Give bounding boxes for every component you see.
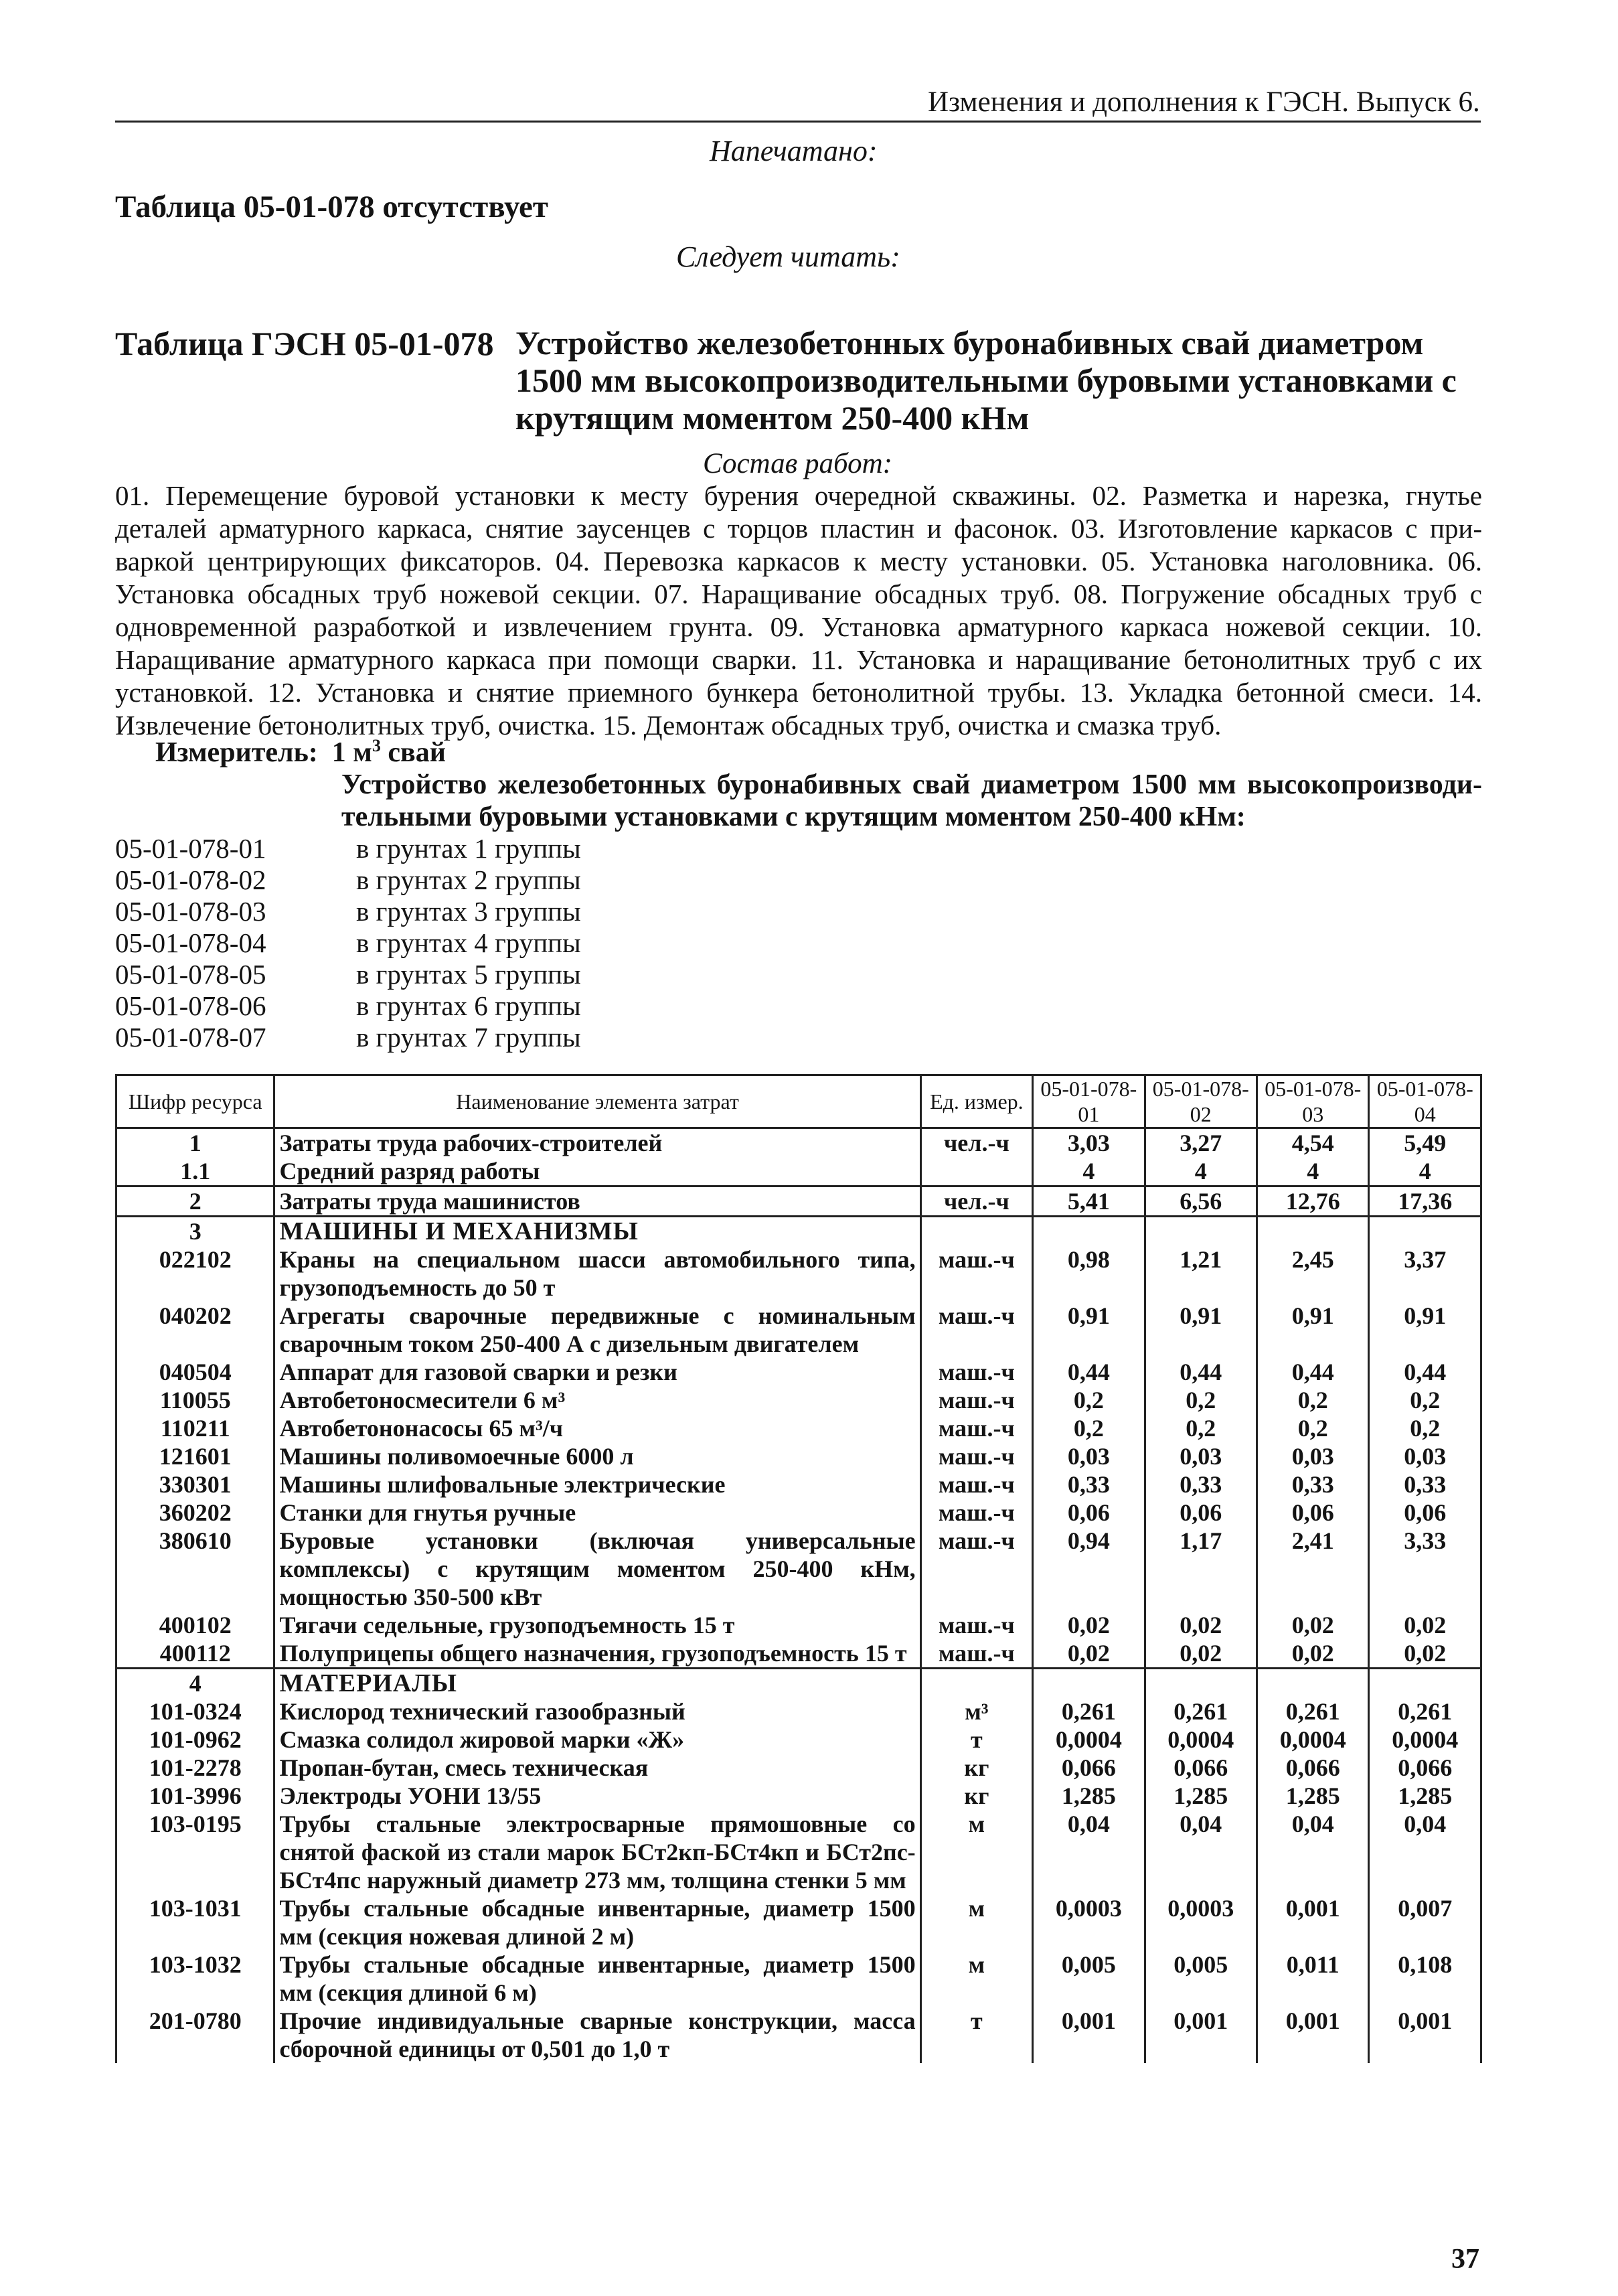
resource-name: Машины поливомоечные 6000 л [274,1442,920,1470]
table-row [116,1611,1481,1639]
table-title-prefix: Таблица ГЭСН 05-01-078 [115,325,494,362]
norm-value: 0,91 [1033,1302,1145,1358]
resource-code: 101-0324 [116,1697,274,1726]
norm-value: 0,007 [1369,1894,1481,1950]
table-row [116,1414,1481,1442]
norm-value: 0,001 [1145,2007,1257,2063]
table-title-line: Устройство железобетонных буронабивных свай диаметром [515,324,1424,362]
measure-unit: свай [388,737,446,768]
resource-unit: маш.-ч [920,1245,1032,1302]
norm-value: 5,49 [1369,1128,1481,1158]
table-row [116,2007,1481,2063]
norm-value: 0,33 [1145,1470,1257,1499]
resource-unit: чел.-ч [920,1128,1032,1158]
norm-code: 05-01-078-01 [115,833,266,864]
resource-code: 380610 [116,1527,274,1611]
work-composition-line: 01. Перемещение буровой установки к месту бурения очередной скважины. 02. Разметка и нарезка, гнутье [115,480,1482,511]
norm-value: 5,41 [1033,1187,1145,1217]
norm-value: 0,005 [1145,1950,1257,2007]
norm-value: 0,261 [1145,1697,1257,1726]
table-row [116,1358,1481,1386]
norm-value: 4 [1145,1157,1257,1187]
resource-code: 110055 [116,1386,274,1414]
norm-value: 0,04 [1369,1810,1481,1894]
running-header: Изменения и дополнения к ГЭСН. Выпуск 6. [928,86,1480,118]
norm-code: 05-01-078-04 [115,927,266,958]
resource-unit: кг [920,1782,1032,1810]
norm-value: 0,04 [1033,1810,1145,1894]
table-row [116,1726,1481,1754]
norm-value [1033,1669,1145,1698]
norm-value: 0,0004 [1033,1726,1145,1754]
work-composition-line: одновременной разработкой и извлечением грунта. 09. Установка арматурного каркаса ножевой секции. 10. [115,611,1482,642]
norm-value: 3,33 [1369,1527,1481,1611]
table-row [116,1470,1481,1499]
printed-label: Напечатано: [710,135,878,167]
norm-value: 0,2 [1369,1414,1481,1442]
resource-code: 1 [116,1128,274,1158]
measure-label: Измеритель: [155,737,318,768]
norm-value: 0,2 [1145,1386,1257,1414]
norm-value: 4 [1033,1157,1145,1187]
resource-name: Прочие индивидуальные сварные конструкции, масса сборочной единицы от 0,501 до 1,0 т [274,2007,920,2063]
resource-table [115,1074,1482,2063]
resource-code: 1.1 [116,1157,274,1187]
header-unit: Ед. измер. [920,1075,1032,1128]
resource-name: Электроды УОНИ 13/55 [274,1782,920,1810]
resource-unit: т [920,1726,1032,1754]
norm-value: 0,261 [1369,1697,1481,1726]
resource-code: 103-0195 [116,1810,274,1894]
resource-code: 040504 [116,1358,274,1386]
norm-description: в грунтах 5 группы [356,959,581,990]
resource-code: 201-0780 [116,2007,274,2063]
resource-unit: маш.-ч [920,1639,1032,1669]
norm-value: 4 [1369,1157,1481,1187]
resource-name: Затраты труда машинистов [274,1187,920,1217]
resource-unit: маш.-ч [920,1414,1032,1442]
norm-value: 0,06 [1369,1499,1481,1527]
resource-name: МАТЕРИАЛЫ [274,1669,920,1698]
norm-value: 1,285 [1033,1782,1145,1810]
norm-value: 3,37 [1369,1245,1481,1302]
norm-value: 1,285 [1369,1782,1481,1810]
norm-value: 0,066 [1033,1754,1145,1782]
resource-name: Трубы стальные электросварные прямошовные со снятой фаской из стали марок БСт2кп-БСт4кп и БСт2пс-БСт4пс наружный диаметр 273 мм, толщина стенки 5 мм [274,1810,920,1894]
measure-value: 1 м [331,737,372,768]
resource-name: МАШИНЫ И МЕХАНИЗМЫ [274,1217,920,1246]
resource-unit: маш.-ч [920,1611,1032,1639]
norm-value: 0,0003 [1033,1894,1145,1950]
resource-name: Средний разряд работы [274,1157,920,1187]
resource-name: Станки для гнутья ручные [274,1499,920,1527]
norm-code: 05-01-078-05 [115,959,266,990]
resource-unit: м [920,1894,1032,1950]
norm-value [1369,1669,1481,1698]
resource-unit: маш.-ч [920,1386,1032,1414]
resource-unit [920,1217,1032,1246]
norm-code: 05-01-078-06 [115,990,266,1021]
resource-code: 2 [116,1187,274,1217]
header-rule [115,121,1481,123]
norm-value: 0,02 [1257,1611,1369,1639]
resource-name: Аппарат для газовой сварки и резки [274,1358,920,1386]
resource-code: 400102 [116,1611,274,1639]
norm-value: 0,91 [1257,1302,1369,1358]
norm-value: 0,44 [1145,1358,1257,1386]
resource-unit: м [920,1810,1032,1894]
missing-table-note: Таблица 05-01-078 отсутствует [115,189,549,224]
resource-code: 101-2278 [116,1754,274,1782]
norm-value: 0,06 [1033,1499,1145,1527]
table-row [116,1950,1481,2007]
work-composition-line: деталей арматурного каркаса, снятие заусенцев с торцов пластин и фасонок. 03. Изготовление каркасов с при- [115,513,1482,544]
composition-label: Состав работ: [703,448,892,479]
resource-code: 101-3996 [116,1782,274,1810]
resource-name: Машины шлифовальные электрические [274,1470,920,1499]
norm-value [1033,1217,1145,1246]
table-row [116,1669,1481,1698]
table-row [116,1782,1481,1810]
norm-value: 1,285 [1257,1782,1369,1810]
resource-code: 110211 [116,1414,274,1442]
norm-value: 4 [1257,1157,1369,1187]
table-row [116,1527,1481,1611]
resource-unit: маш.-ч [920,1302,1032,1358]
resource-name: Тягачи седельные, грузоподъемность 15 т [274,1611,920,1639]
resource-unit: м [920,1950,1032,2007]
resource-unit: маш.-ч [920,1470,1032,1499]
norm-code: 05-01-078-03 [115,896,266,927]
norm-value: 0,33 [1033,1470,1145,1499]
resource-unit: маш.-ч [920,1358,1032,1386]
norm-value: 0,03 [1257,1442,1369,1470]
resource-unit [920,1157,1032,1187]
resource-name: Полуприцепы общего назначения, грузоподъемность 15 т [274,1639,920,1669]
norm-value: 4,54 [1257,1128,1369,1158]
norm-value: 0,03 [1145,1442,1257,1470]
work-composition-line: варкой центрирующих фиксаторов. 04. Перевозка каркасов к месту установки. 05. Установка наголовника. 06. [115,546,1482,577]
norm-code: 05-01-078-02 [115,864,266,895]
resource-code: 022102 [116,1245,274,1302]
resource-unit [920,1669,1032,1698]
norm-value: 2,41 [1257,1527,1369,1611]
resource-code: 103-1032 [116,1950,274,2007]
header-col-4: 05-01-078-04 [1369,1075,1481,1128]
norm-value: 3,03 [1033,1128,1145,1158]
resource-name: Агрегаты сварочные передвижные с номинальным сварочным током 250-400 А с дизельным двигателем [274,1302,920,1358]
work-composition-line: Наращивание арматурного каркаса при помощи сварки. 11. Установка и наращивание бетонолитных труб с их [115,644,1482,675]
norm-code: 05-01-078-07 [115,1022,266,1053]
resource-name: Трубы стальные обсадные инвентарные, диаметр 1500 мм (секция ножевая длиной 2 м) [274,1894,920,1950]
resource-name: Автобетононасосы 65 м³/ч [274,1414,920,1442]
resource-code: 121601 [116,1442,274,1470]
work-composition [115,479,1482,742]
norm-value: 0,04 [1257,1810,1369,1894]
norm-value: 0,02 [1033,1611,1145,1639]
header-col-2: 05-01-078-02 [1145,1075,1257,1128]
resource-name: Краны на специальном шасси автомобильного типа, грузоподъемность до 50 т [274,1245,920,1302]
norm-value: 0,02 [1033,1639,1145,1669]
norm-description: в грунтах 3 группы [356,896,581,927]
table-title-line: 1500 мм высокопроизводительными буровыми установками с [515,362,1457,399]
norm-value: 0,108 [1369,1950,1481,2007]
table-row [116,1128,1481,1158]
norm-value: 0,44 [1369,1358,1481,1386]
norm-description: в грунтах 4 группы [356,927,581,958]
resource-unit: маш.-ч [920,1527,1032,1611]
norm-value: 0,06 [1257,1499,1369,1527]
work-composition-line: Установка обсадных труб ножевой секции. 07. Наращивание обсадных труб. 08. Погружение обсадных труб с [115,579,1482,609]
header-col-1: 05-01-078-01 [1033,1075,1145,1128]
norm-description: в грунтах 7 группы [356,1022,581,1053]
should-read-label: Следует читать: [676,240,900,273]
resource-unit: кг [920,1754,1032,1782]
resource-code: 330301 [116,1470,274,1499]
norm-value [1257,1669,1369,1698]
norm-value: 6,56 [1145,1187,1257,1217]
norm-value: 0,02 [1145,1639,1257,1669]
norm-value: 0,0004 [1369,1726,1481,1754]
norm-value: 0,02 [1369,1611,1481,1639]
norm-value: 0,03 [1033,1442,1145,1470]
norm-value [1145,1217,1257,1246]
resource-code: 4 [116,1669,274,1698]
resource-code: 360202 [116,1499,274,1527]
resource-code: 3 [116,1217,274,1246]
norm-value: 0,94 [1033,1527,1145,1611]
resource-code: 101-0962 [116,1726,274,1754]
table-row [116,1302,1481,1358]
table-row [116,1810,1481,1894]
resource-code: 103-1031 [116,1894,274,1950]
norm-description: в грунтах 6 группы [356,990,581,1021]
resource-unit: т [920,2007,1032,2063]
norm-value: 0,001 [1257,2007,1369,2063]
norm-value: 0,001 [1257,1894,1369,1950]
work-composition-line: Извлечение бетонолитных труб, очистка. 15. Демонтаж обсадных труб, очистка и смазка труб. [115,710,1222,741]
norm-value: 0,066 [1257,1754,1369,1782]
resource-code: 400112 [116,1639,274,1669]
header-code: Шифр ресурса [116,1075,274,1128]
norm-value: 0,98 [1033,1245,1145,1302]
table-row [116,1157,1481,1187]
page-number: 37 [1451,2244,1479,2275]
norm-value: 0,0004 [1257,1726,1369,1754]
norm-value: 0,2 [1257,1386,1369,1414]
norm-value: 0,33 [1257,1470,1369,1499]
resource-unit: маш.-ч [920,1499,1032,1527]
resource-unit: чел.-ч [920,1187,1032,1217]
norm-value [1369,1217,1481,1246]
norm-value: 2,45 [1257,1245,1369,1302]
norm-value: 0,02 [1145,1611,1257,1639]
norm-value: 0,04 [1145,1810,1257,1894]
norm-value: 0,2 [1033,1414,1145,1442]
table-row [116,1697,1481,1726]
norm-value: 0,2 [1257,1414,1369,1442]
group-heading [341,769,1482,833]
norm-value: 12,76 [1257,1187,1369,1217]
resource-name: Пропан-бутан, смесь техническая [274,1754,920,1782]
table-row [116,1442,1481,1470]
norm-value: 0,261 [1033,1697,1145,1726]
norm-value: 0,06 [1145,1499,1257,1527]
norm-value: 0,0004 [1145,1726,1257,1754]
norm-value: 0,005 [1033,1950,1145,2007]
header-name: Наименование элемента затрат [274,1075,920,1128]
norm-value: 0,44 [1257,1358,1369,1386]
norm-value: 0,2 [1369,1386,1481,1414]
norm-value: 0,066 [1145,1754,1257,1782]
norm-value: 3,27 [1145,1128,1257,1158]
table-title-line: крутящим моментом 250-400 кНм [515,399,1030,437]
resource-name: Буровые установки (включая универсальные комплексы) с крутящим моментом 250-400 кНм, мощностью 350-500 кВт [274,1527,920,1611]
norm-value [1145,1669,1257,1698]
measure [155,737,446,769]
norm-value: 0,44 [1033,1358,1145,1386]
norm-value [1257,1217,1369,1246]
norm-value: 0,2 [1145,1414,1257,1442]
table-row [116,1754,1481,1782]
norm-value: 17,36 [1369,1187,1481,1217]
table-row [116,1639,1481,1669]
norm-value: 0,33 [1369,1470,1481,1499]
resource-unit: маш.-ч [920,1442,1032,1470]
norm-value: 0,91 [1369,1302,1481,1358]
norm-value: 0,001 [1033,2007,1145,2063]
norm-value: 1,17 [1145,1527,1257,1611]
resource-name: Смазка солидол жировой марки «Ж» [274,1726,920,1754]
norm-value: 0,03 [1369,1442,1481,1470]
resource-name: Автобетоносмесители 6 м³ [274,1386,920,1414]
norm-value: 0,0003 [1145,1894,1257,1950]
norm-value: 0,001 [1369,2007,1481,2063]
norm-value: 1,285 [1145,1782,1257,1810]
group-heading-line: Устройство железобетонных буронабивных свай диаметром 1500 мм высокопроизводи- [341,769,1482,800]
table-row [116,1499,1481,1527]
norm-value: 0,02 [1369,1639,1481,1669]
measure-sup: 3 [372,736,381,755]
norm-value: 0,91 [1145,1302,1257,1358]
table-header-row [116,1075,1481,1128]
norm-description: в грунтах 2 группы [356,864,581,895]
group-heading-line: тельными буровыми установками с крутящим моментом 250-400 кНм: [341,801,1246,832]
norm-value: 0,261 [1257,1697,1369,1726]
norm-description: в грунтах 1 группы [356,833,581,864]
norm-value: 0,066 [1369,1754,1481,1782]
resource-name: Затраты труда рабочих-строителей [274,1128,920,1158]
norm-value: 1,21 [1145,1245,1257,1302]
resource-name: Кислород технический газообразный [274,1697,920,1726]
table-row [116,1894,1481,1950]
norm-value: 0,02 [1257,1639,1369,1669]
table-row [116,1386,1481,1414]
resource-code: 040202 [116,1302,274,1358]
table-row [116,1187,1481,1217]
resource-name: Трубы стальные обсадные инвентарные, диаметр 1500 мм (секция длиной 6 м) [274,1950,920,2007]
table-row [116,1217,1481,1246]
table-row [116,1245,1481,1302]
header-col-3: 05-01-078-03 [1257,1075,1369,1128]
resource-unit: м³ [920,1697,1032,1726]
norm-value: 0,011 [1257,1950,1369,2007]
norm-value: 0,2 [1033,1386,1145,1414]
work-composition-line: установкой. 12. Установка и снятие приемного бункера бетонолитной трубы. 13. Укладка бетонной смеси. 14. [115,677,1482,708]
